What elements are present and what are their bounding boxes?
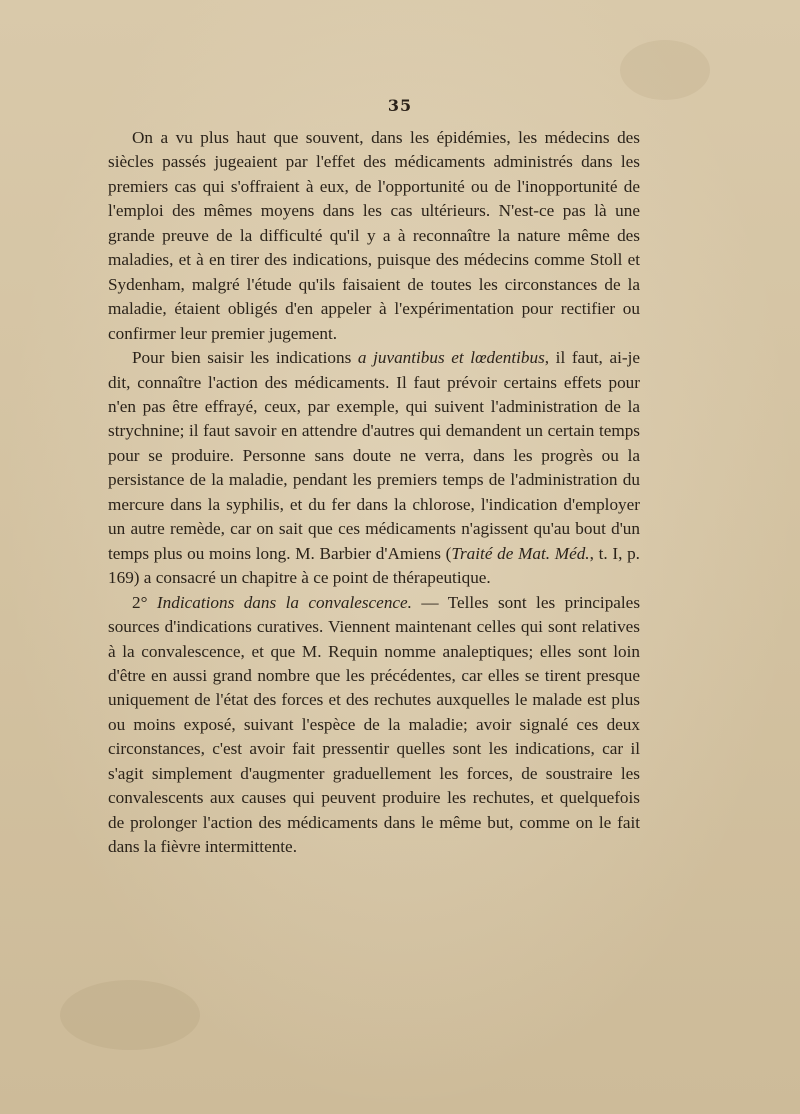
paper-stain — [60, 980, 200, 1050]
body-text — [108, 126, 640, 860]
paragraph-3 — [108, 591, 640, 860]
paragraph-2-italic-phrase: a juvantibus et lœdentibus — [357, 348, 545, 368]
section-heading: Indications dans la convalescence. — [156, 592, 412, 612]
paragraph-2-text-c: , t. I, p. 169) a consacré un chapitre à ce point de thérapeutique. — [108, 543, 640, 588]
paragraph-1 — [108, 126, 640, 346]
paragraph-3-text: — Telles sont les principales sources d'indications curatives. Viennent maintenant celles qui sont relatives à la convalescence, et que M. Requin nomme analeptiques; elles sont loin d'être en aussi grand nombre que les précédentes, car elles se tirent presque uniquement de l'état des forces et des rechutes auxquelles le malade est plus ou moins exposé, suivant l'espèce de la maladie; avoir signalé ces deux circonstances, c'est avoir fait pressentir quelles sont les indications, car il s'agit simplement d'augmenter graduellement les forces, de soustraire les convalescents aux causes qui peuvent produire les rechutes, et quelquefois de prolonger l'action des médicaments dans le même but, comme on le fait dans la fièvre intermittente. — [108, 592, 641, 857]
section-number: 2° — [132, 592, 157, 612]
paragraph-2-text-a: Pour bien saisir les indications — [132, 348, 358, 368]
paragraph-2-text-b: , il faut, ai-je dit, connaître l'action des médicaments. Il faut prévoir certains effets pour n'en pas être effrayé, ceux, par exemple, qui suivent l'administration de la strychnine; il faut savoir en attendre d'autres qui demandent un certain temps pour se produire. Personne sans doute ne verra, dans les progrès ou la persistance de la maladie, pendant les premiers temps de l'administration du mercure dans la syphilis, et du fer dans la chlorose, l'indication d'employer un autre remède, car on sait que ces médicaments n'agissent qu'au bout d'un temps plus ou moins long. M. Barbier d'Amiens ( — [108, 348, 640, 563]
paragraph-1-text: On a vu plus haut que souvent, dans les épidémies, les médecins des siècles passés jugeaient par l'effet des médicaments administrés dans les premiers cas qui s'offraient à eux, de l'opportunité ou de l'inopportunité de l'emploi des mêmes moyens dans les cas ultérieurs. N'est-ce pas là une grande preuve de la difficulté qu'il y a à reconnaître la nature même des maladies, et à en tirer des indications, puisque des médecins comme Stoll et Sydenham, malgré l'étude qu'ils faisaient de toutes les circonstances de la maladie, étaient obligés d'en appeler à l'expérimentation pour rectifier ou confirmer leur premier jugement. — [108, 128, 640, 343]
paragraph-2 — [108, 346, 640, 591]
paper-stain — [620, 40, 710, 100]
page-number: 35 — [387, 96, 413, 115]
paragraph-2-citation-title: Traité de Mat. Méd. — [451, 543, 590, 563]
